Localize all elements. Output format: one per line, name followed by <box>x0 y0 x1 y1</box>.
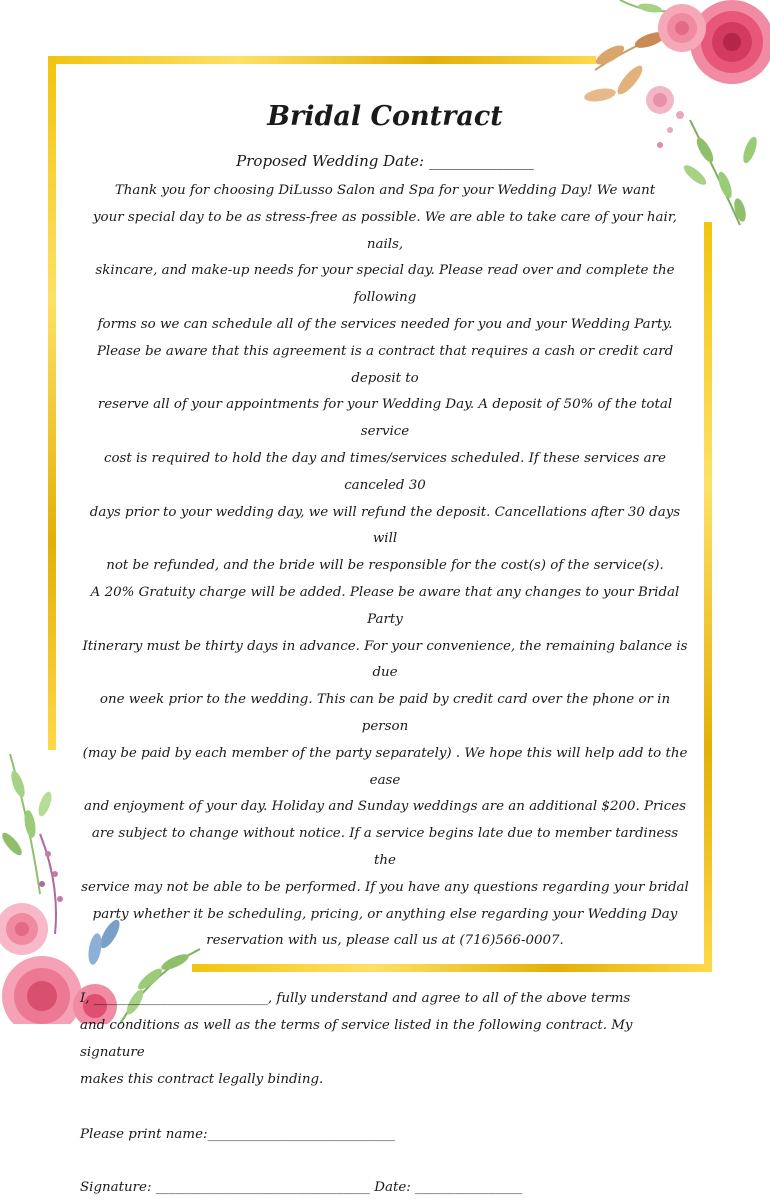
print-name-field[interactable]: Please print name:____________________________ <box>80 1127 395 1143</box>
body-line: one week prior to the wedding. This can be paid by credit card over the phone or in person <box>99 692 671 734</box>
gold-frame-right <box>704 222 712 972</box>
body-line: A 20% Gratuity charge will be added. Please be aware that any changes to your Bridal Party <box>90 584 680 627</box>
rose-flower-medium <box>0 903 48 955</box>
body-line: your special day to be as stress-free as possible. We are able to take care of your hair, nails, <box>92 209 677 252</box>
contract-title: Bridal Contract <box>267 101 503 132</box>
agreement-statement <box>80 985 690 1093</box>
body-line: are subject to change without notice. If a service begins late due to member tardiness the <box>91 826 679 868</box>
body-line: (may be paid by each member of the party separately) . We hope this will help add to the ease <box>82 745 688 788</box>
body-line: forms so we can schedule all of the services needed for you and your Wedding Party. <box>97 316 673 332</box>
body-line: party whether it be scheduling, pricing, or anything else regarding your Wedding Day <box>92 906 678 922</box>
agreement-line: makes this contract legally binding. <box>80 1072 324 1088</box>
body-line: Thank you for choosing DiLusso Salon and Spa for your Wedding Day! We want <box>114 183 656 198</box>
contract-document <box>80 92 690 1202</box>
gold-frame-left <box>48 56 56 750</box>
body-line: cost is required to hold the day and times/services scheduled. If these services are canceled 30 <box>103 450 666 493</box>
body-line: reservation with us, please call us at (716)566-0007. <box>206 933 564 949</box>
body-line: service may not be able to be performed. If you have any questions regarding your bridal <box>81 879 689 895</box>
body-line: and enjoyment of your day. Holiday and Sunday weddings are an additional $200. Prices <box>83 799 687 815</box>
terms-paragraph <box>80 178 690 955</box>
body-line: reserve all of your appointments for your Wedding Day. A deposit of 50% of the total service <box>97 397 673 440</box>
agreement-line: and conditions as well as the terms of service listed in the following contract. My signature <box>80 1018 633 1061</box>
body-line: not be refunded, and the bride will be responsible for the cost(s) of the service(s). <box>106 558 664 574</box>
body-line: Please be aware that this agreement is a contract that requires a cash or credit card deposit to <box>96 343 674 386</box>
body-line: skincare, and make-up needs for your special day. Please read over and complete the following <box>95 263 675 306</box>
body-line: Itinerary must be thirty days in advance. For your convenience, the remaining balance is due <box>82 638 688 681</box>
rose-flower-small <box>658 4 706 52</box>
rose-flower-large <box>2 956 82 1024</box>
agreement-line-name-field[interactable]: I, __________________________, fully understand and agree to all of the above terms <box>80 991 631 1007</box>
proposed-date-field[interactable]: Proposed Wedding Date: ______________ <box>236 152 534 170</box>
body-line: days prior to your wedding day, we will refund the deposit. Cancellations after 30 days will <box>89 504 681 547</box>
rose-flower-large <box>690 0 770 84</box>
signature-date-field[interactable]: Signature: ________________________________ Date: ________________ <box>80 1180 523 1196</box>
